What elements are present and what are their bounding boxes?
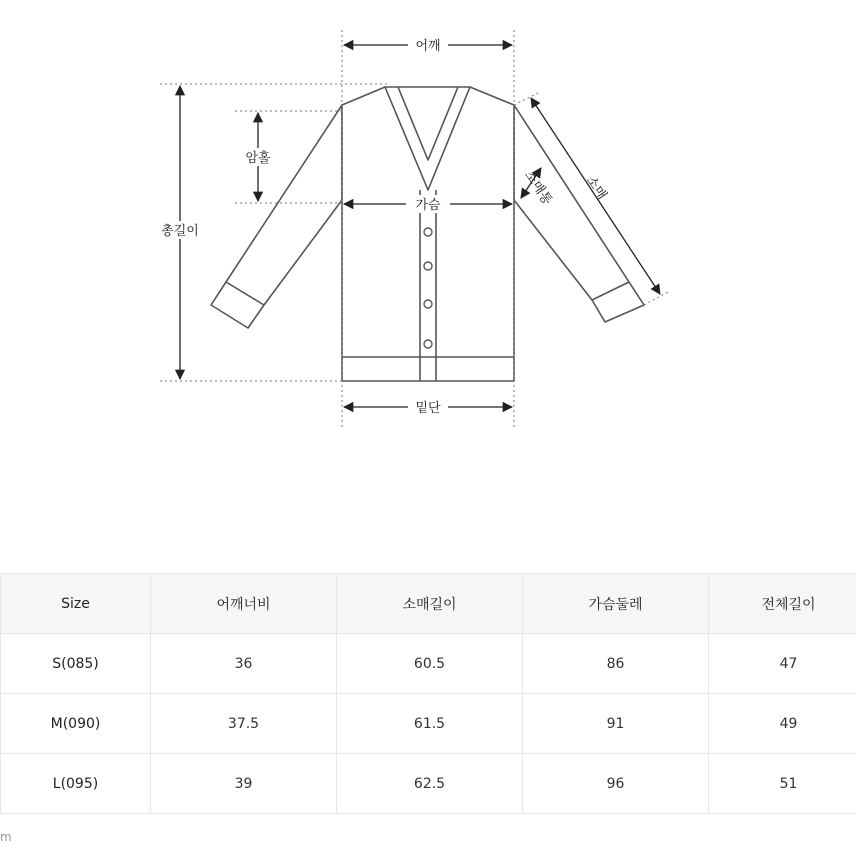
label-chest: 가슴 xyxy=(415,198,441,213)
cell-sleeve-length: 60.5 xyxy=(337,634,523,694)
button-2 xyxy=(424,262,432,270)
header-size: Size xyxy=(1,574,151,634)
cell-chest-circumference: 86 xyxy=(523,634,709,694)
cell-shoulder-width: 39 xyxy=(151,754,337,814)
cell-shoulder-width: 36 xyxy=(151,634,337,694)
button-1 xyxy=(424,228,432,236)
table-header-row xyxy=(1,574,856,634)
cell-total-length: 47 xyxy=(709,634,856,694)
row-size: M(090) xyxy=(1,694,151,754)
table-row xyxy=(1,694,856,754)
cell-total-length: 49 xyxy=(709,694,856,754)
label-armhole: 암홀 xyxy=(245,151,271,166)
button-4 xyxy=(424,340,432,348)
unit-note: m xyxy=(0,830,12,844)
header-total-length: 전체길이 xyxy=(709,574,856,634)
label-total-length: 총길이 xyxy=(161,224,199,239)
table-row xyxy=(1,634,856,694)
header-sleeve-length: 소매길이 xyxy=(337,574,523,634)
row-size: S(085) xyxy=(1,634,151,694)
label-sleeve: 소매 xyxy=(582,173,610,203)
cell-chest-circumference: 91 xyxy=(523,694,709,754)
label-hem: 밑단 xyxy=(415,401,441,416)
table-row xyxy=(1,754,856,814)
size-chart-table xyxy=(0,573,856,814)
header-shoulder-width: 어깨너비 xyxy=(151,574,337,634)
header-chest-circumference: 가슴둘레 xyxy=(523,574,709,634)
cell-sleeve-length: 62.5 xyxy=(337,754,523,814)
label-sleeve-width: 소매통 xyxy=(521,168,555,208)
cell-sleeve-length: 61.5 xyxy=(337,694,523,754)
cell-chest-circumference: 96 xyxy=(523,754,709,814)
row-size: L(095) xyxy=(1,754,151,814)
cell-total-length: 51 xyxy=(709,754,856,814)
label-shoulder: 어깨 xyxy=(415,39,441,54)
cell-shoulder-width: 37.5 xyxy=(151,694,337,754)
button-3 xyxy=(424,300,432,308)
